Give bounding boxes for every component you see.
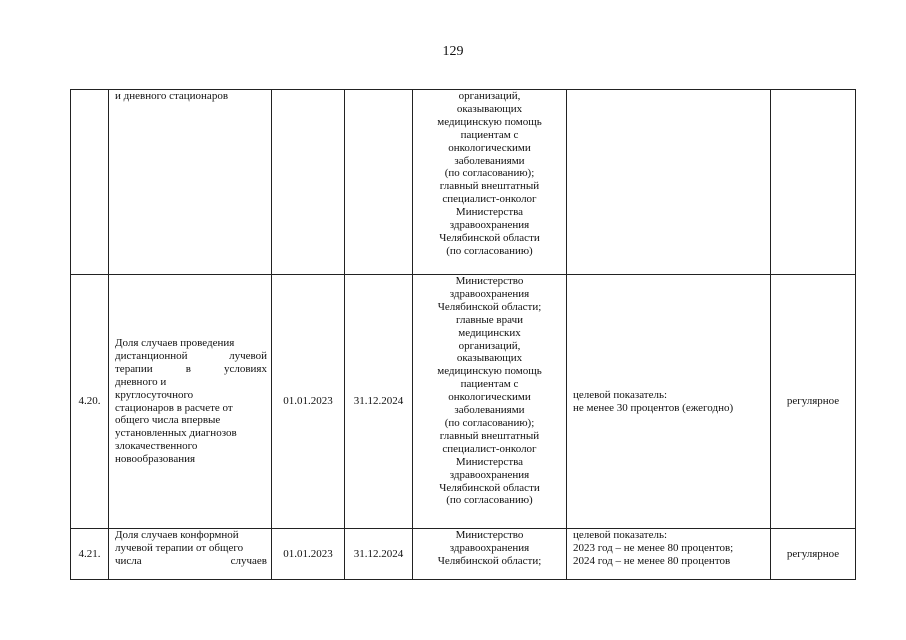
result-cell [567, 275, 771, 529]
indicator-line [115, 350, 267, 363]
table-row-4-21 [71, 529, 856, 580]
end-date-cell [345, 90, 413, 275]
responsible-line: (по согласованию) [446, 494, 533, 507]
indicator-line: Доля случаев проведения [115, 336, 235, 349]
number-cell [71, 90, 109, 275]
responsible-line: медицинскую помощь [437, 115, 542, 128]
indicator-line: круглосуточного [115, 388, 194, 401]
responsible-line: Министерство [455, 275, 524, 287]
responsible-line: пациентам с [460, 128, 519, 141]
indicator-line [115, 363, 267, 376]
responsible-line: онкологическими [448, 391, 531, 404]
measure-type: регулярное [786, 547, 840, 560]
indicator-line: стационаров в расчете от [115, 401, 233, 414]
end-date-cell [345, 275, 413, 529]
responsible-line: здравоохранения [449, 219, 530, 232]
responsible-cell [413, 275, 567, 529]
responsible-line: главный внештатный [439, 180, 540, 193]
row-number: 4.20. [78, 395, 101, 408]
result-cell [567, 529, 771, 580]
responsible-cell [413, 529, 567, 580]
table-row-4-20 [71, 275, 856, 529]
measure-type: регулярное [786, 395, 840, 408]
end-date: 31.12.2024 [353, 395, 404, 408]
responsible-line: Министерства [455, 206, 524, 219]
responsible-line: заболеваниями [454, 404, 525, 417]
word: терапии [115, 362, 153, 375]
indicator-cell [109, 90, 272, 275]
responsible-line: медицинскую помощь [437, 365, 542, 378]
indicator-cell [109, 529, 272, 580]
type-cell [771, 529, 856, 580]
end-date-cell [345, 529, 413, 580]
responsible-line: Челябинской области [439, 231, 540, 244]
indicator-line [115, 555, 267, 568]
indicator-line: лучевой терапии от общего [115, 541, 244, 554]
start-date-cell [272, 529, 345, 580]
responsible-line: специалист-онколог [442, 442, 537, 455]
responsible-line: Министерство [455, 529, 524, 541]
word: условиях [223, 362, 267, 375]
responsible-line: пациентам с [460, 378, 519, 391]
type-cell [771, 275, 856, 529]
word: случаев [230, 554, 267, 567]
indicator-line: злокачественного [115, 440, 198, 453]
result-line: целевой показатель: [573, 388, 668, 401]
responsible-line: Челябинской области [439, 481, 540, 494]
responsible-line: медицинских [458, 326, 521, 339]
responsible-line: (по согласованию); [444, 167, 535, 180]
word: числа [115, 554, 142, 567]
responsible-line: здравоохранения [449, 287, 530, 300]
word: лучевой [229, 349, 267, 362]
result-cell [567, 90, 771, 275]
responsible-line: Челябинской области; [437, 554, 542, 567]
indicator-line: установленных диагнозов [115, 427, 237, 440]
result-line: 2023 год – не менее 80 процентов; [573, 541, 734, 554]
result-line: целевой показатель: [573, 529, 668, 541]
responsible-line: (по согласованию); [444, 416, 535, 429]
responsible-line: организаций, [458, 90, 521, 102]
start-date-cell [272, 275, 345, 529]
end-date: 31.12.2024 [353, 547, 404, 560]
responsible-line: здравоохранения [449, 468, 530, 481]
indicator-line: Доля случаев конформной [115, 529, 239, 541]
responsible-line: организаций, [458, 339, 521, 352]
responsible-line: заболеваниями [454, 154, 525, 167]
responsible-line: онкологическими [448, 141, 531, 154]
number-cell [71, 275, 109, 529]
responsible-line: Челябинской области; [437, 300, 542, 313]
responsible-line: главный внештатный [439, 429, 540, 442]
responsible-line: Министерства [455, 455, 524, 468]
indicator-line: и дневного стационаров [115, 90, 229, 102]
indicator-line: дневного и [115, 375, 167, 388]
result-line: не менее 30 процентов (ежегодно) [573, 401, 734, 414]
responsible-cell [413, 90, 567, 275]
word: в [185, 362, 191, 375]
responsible-line: оказывающих [456, 352, 523, 365]
responsible-line: специалист-онколог [442, 193, 537, 206]
word: дистанционной [115, 349, 188, 362]
indicator-line: общего числа впервые [115, 414, 221, 427]
responsible-line: оказывающих [456, 102, 523, 115]
responsible-line: здравоохранения [449, 541, 530, 554]
indicator-cell [109, 275, 272, 529]
row-number: 4.21. [78, 547, 101, 560]
responsible-line: главные врачи [456, 313, 523, 326]
type-cell [771, 90, 856, 275]
responsible-line: (по согласованию) [446, 244, 533, 257]
start-date: 01.01.2023 [283, 547, 333, 560]
start-date-cell [272, 90, 345, 275]
table-row-continuation [71, 90, 856, 275]
start-date: 01.01.2023 [283, 395, 333, 408]
result-line: 2024 год – не менее 80 процентов [573, 554, 731, 567]
measures-table [70, 89, 856, 580]
page-number: 129 [442, 44, 464, 59]
number-cell [71, 529, 109, 580]
indicator-line: новообразования [115, 453, 196, 466]
